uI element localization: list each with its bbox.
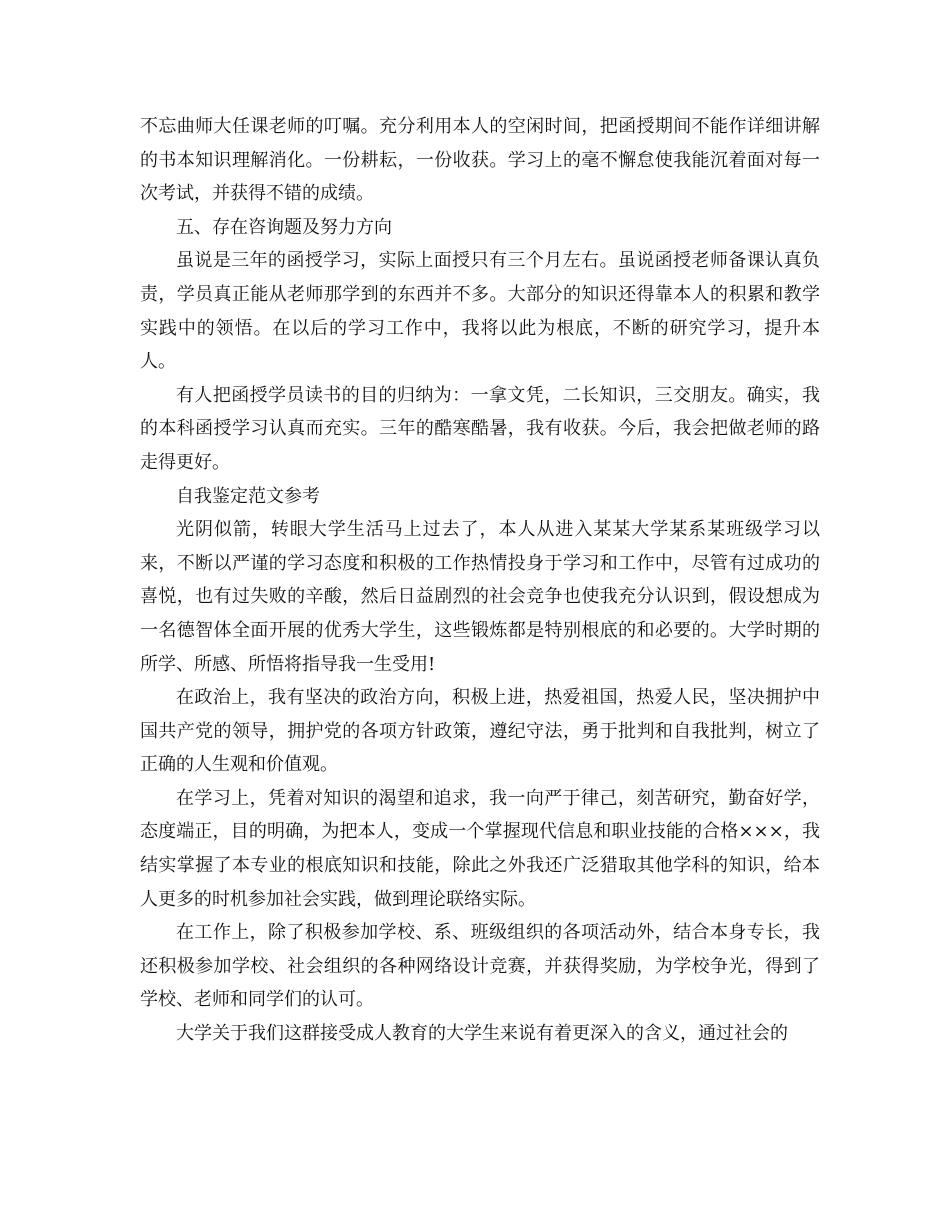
paragraph-continuation: 不忘曲师大任课老师的叮嘱。充分利用本人的空闲时间，把函授期间不能作详细讲解的书本知识理解消化。一份耕耘，一份收获。学习上的毫不懈怠使我能沉着面对每一次考试，并获得不错的成绩。 xyxy=(140,116,820,205)
section-heading-problems: 五、存在咨询题及努力方向 xyxy=(176,216,392,238)
paragraph: 在政治上，我有坚决的政治方向，积极上进，热爱祖国，热爱人民，坚决拥护中国共产党的领导，拥护党的各项方针政策，遵纪守法，勇于批判和自我批判，树立了正确的人生观和价值观。 xyxy=(140,687,820,776)
paragraph: 大学关于我们这群接受成人教育的大学生来说有着更深入的含义，通过社会的 xyxy=(176,1023,788,1045)
section-heading-self-evaluation: 自我鉴定范文参考 xyxy=(176,485,320,507)
paragraph: 虽说是三年的函授学习，实际上面授只有三个月左右。虽说函授老师备课认真负责，学员真正能从老师那学到的东西并不多。大部分的知识还得靠本人的积累和教学实践中的领悟。在以后的学习工作中，我将以此为根底，不断的研究学习，提升本人。 xyxy=(140,250,820,373)
paragraph: 在学习上，凭着对知识的渴望和追求，我一向严于律己，刻苦研究，勤奋好学，态度端正，目的明确，为把本人，变成一个掌握现代信息和职业技能的合格×××，我结实掌握了本专业的根底知识和技能，除此之外我还广泛猎取其他学科的知识，给本人更多的时机参加社会实践，做到理论联络实际。 xyxy=(140,787,820,910)
paragraph: 在工作上，除了积极参加学校、系、班级组织的各项活动外，结合本身专长，我还积极参加学校、社会组织的各种网络设计竞赛，并获得奖励，为学校争光，得到了学校、老师和同学们的认可。 xyxy=(140,922,820,1011)
paragraph: 有人把函授学员读书的目的归纳为：一拿文凭，二长知识，三交朋友。确实，我的本科函授学习认真而充实。三年的酷寒酷暑，我有收获。今后，我会把做老师的路走得更好。 xyxy=(140,384,820,473)
document-body xyxy=(140,110,820,1051)
paragraph: 光阴似箭，转眼大学生活马上过去了，本人从进入某某大学某系某班级学习以来，不断以严谨的学习态度和积极的工作热情投身于学习和工作中，尽管有过成功的喜悦，也有过失败的辛酸，然后日益剧烈的社会竞争也使我充分认识到，假设想成为一名德智体全面开展的优秀大学生，这些锻炼都是特别根底的和必要的。大学时期的所学、所感、所悟将指导我一生受用! xyxy=(140,519,820,675)
